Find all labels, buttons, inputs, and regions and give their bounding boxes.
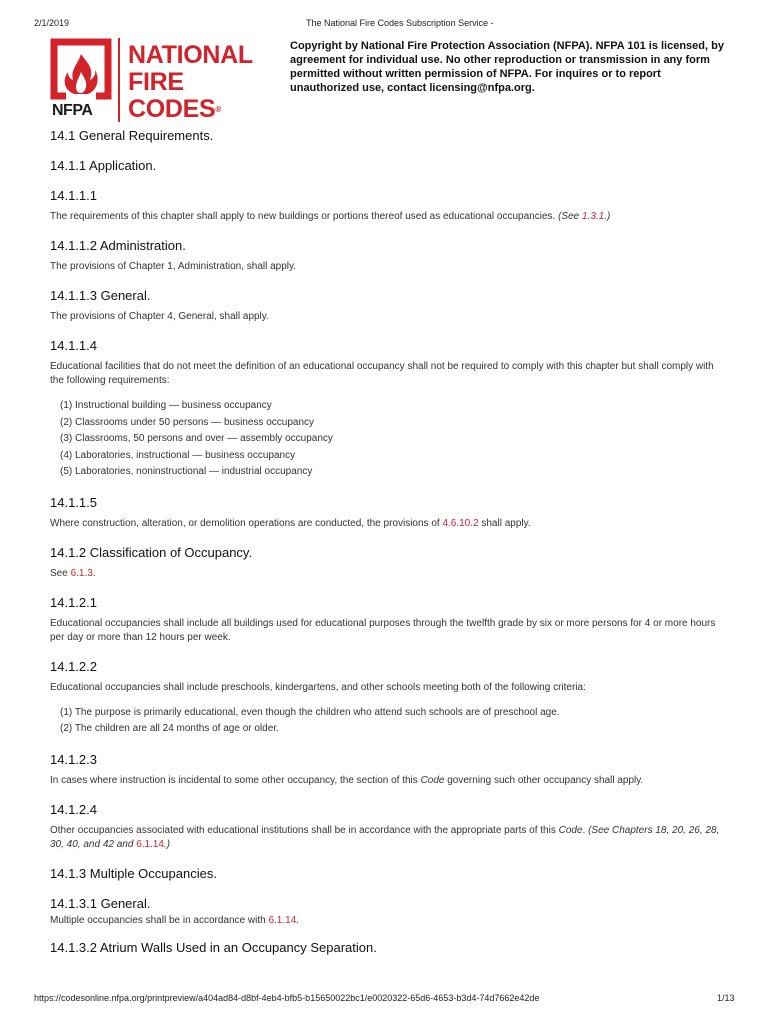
list-item: (5) Laboratories, noninstructional — industrial occupancy xyxy=(60,466,313,477)
list-item: (2) The children are all 24 months of age or older. xyxy=(60,723,279,734)
criteria-list xyxy=(60,705,730,738)
section-heading: 14.1.2.4 xyxy=(50,801,97,817)
section-heading: 14.1.1.5 xyxy=(50,494,97,510)
section-heading: 14.1.3 Multiple Occupancies. xyxy=(50,865,217,881)
section-14-1-1-2 xyxy=(50,238,730,274)
section-text: The provisions of Chapter 4, General, shall apply. xyxy=(50,311,269,322)
xref-link[interactable]: 6.1.14 xyxy=(268,914,297,926)
list-item: (1) Instructional building — business occupancy xyxy=(60,400,272,411)
print-title: The National Fire Codes Subscription Service - xyxy=(306,18,494,28)
logo-wordmark xyxy=(128,42,280,123)
section-heading: 14.1.1.1 xyxy=(50,188,97,203)
section-14-1-2-2 xyxy=(50,659,730,738)
section-heading: 14.1.3.2 Atrium Walls Used in an Occupancy Separation. xyxy=(50,939,377,955)
section-heading: 14.1.1.4 xyxy=(50,338,97,353)
wordmark-line2: FIRE CODES xyxy=(128,68,216,123)
list-item: (2) Classrooms under 50 persons — business occupancy xyxy=(60,416,315,428)
section-heading: 14.1 General Requirements. xyxy=(50,128,214,143)
section-14-1-2-1 xyxy=(50,595,730,645)
page-number: 1/13 xyxy=(717,993,735,1003)
section-14-1-1-1 xyxy=(50,188,730,224)
document-body xyxy=(50,128,730,962)
nfpa-badge-text: NFPA xyxy=(52,102,93,119)
section-text: In cases where instruction is incidental to some other occupancy, the section of this Code governing such other occupancy shall apply. xyxy=(50,774,644,786)
section-14-1-1-4 xyxy=(50,338,730,481)
list-item: (1) The purpose is primarily educational, even though the children who attend such schools are of preschool age. xyxy=(60,706,560,718)
section-text: Educational facilities that do not meet the definition of an educational occupancy shall not be required to comply with this chapter but shall comply with the following requirements: xyxy=(50,361,714,386)
section-text: See 6.1.3. xyxy=(50,567,96,579)
nfpa-logo xyxy=(50,38,280,124)
section-heading: 14.1.3.1 General. xyxy=(50,895,151,911)
section-heading: 14.1.2.1 xyxy=(50,594,97,610)
footer-url: https://codesonline.nfpa.org/printpreview/a404ad84-d8bf-4eb4-bfb5-b15650022bc1/e0020322-65d6-4653-b3d4-74d7662e42de xyxy=(34,993,540,1003)
section-14-1-2 xyxy=(50,545,730,581)
logo-divider xyxy=(118,38,120,122)
section-heading: 14.1.1.2 Administration. xyxy=(50,238,186,253)
section-text: Educational occupancies shall include preschools, kindergartens, and other schools meeting both of the following criteria: xyxy=(50,681,586,693)
section-text: Other occupancies associated with educational institutions shall be in accordance with the appropriate parts of this Code. (See Chapters 18, 20, 26, 28, 30, 40, and 42 and 6.1.14.) xyxy=(50,824,720,850)
xref-link[interactable]: 1.3.1 xyxy=(582,211,605,222)
section-text: The requirements of this chapter shall apply to new buildings or portions thereof used as educational occupancies. (See 1.3.1.) xyxy=(50,211,611,222)
requirements-list xyxy=(60,398,730,481)
section-heading: 14.1.2.3 xyxy=(50,751,97,767)
section-heading: 14.1.1 Application. xyxy=(50,158,157,173)
xref-link[interactable]: 6.1.3 xyxy=(70,567,93,579)
copyright-notice: Copyright by National Fire Protection Association (NFPA). NFPA 101 is licensed, by agreement for individual use. No other reproduction or transmission in any form permitted without written permission of NFPA. For inquires or to report unauthorized use, contact licensing@nfpa.org. xyxy=(290,40,724,94)
section-14-1-2-3 xyxy=(50,752,730,788)
list-item: (4) Laboratories, instructional — business occupancy xyxy=(60,449,296,461)
section-heading: 14.1.2.2 xyxy=(50,658,97,674)
wordmark-line1: NATIONAL xyxy=(128,41,253,69)
section-14-1-1-5 xyxy=(50,495,730,531)
section-14-1-2-4 xyxy=(50,802,730,852)
section-heading: 14.1.2 Classification of Occupancy. xyxy=(50,544,253,560)
section-text: Where construction, alteration, or demolition operations are conducted, the provisions of 4.6.10.2 shall apply. xyxy=(50,517,531,529)
section-14-1-3-1 xyxy=(50,896,730,928)
print-date: 2/1/2019 xyxy=(34,18,70,28)
list-item: (3) Classrooms, 50 persons and over — assembly occupancy xyxy=(60,433,333,444)
xref-link[interactable]: 4.6.10.2 xyxy=(442,517,479,529)
xref-link[interactable]: 6.1.14 xyxy=(136,838,164,850)
section-text: Educational occupancies shall include all buildings used for educational purposes through the twelfth grade by six or more persons for 4 or more hours per day or more than 12 hours per week. xyxy=(50,617,716,643)
section-14-1-1-3 xyxy=(50,288,730,324)
section-text: Multiple occupancies shall be in accordance with 6.1.14. xyxy=(50,914,300,926)
section-text: The provisions of Chapter 1, Administration, shall apply. xyxy=(50,261,297,272)
registered-mark: ® xyxy=(215,105,222,114)
section-heading: 14.1.1.3 General. xyxy=(50,288,151,303)
